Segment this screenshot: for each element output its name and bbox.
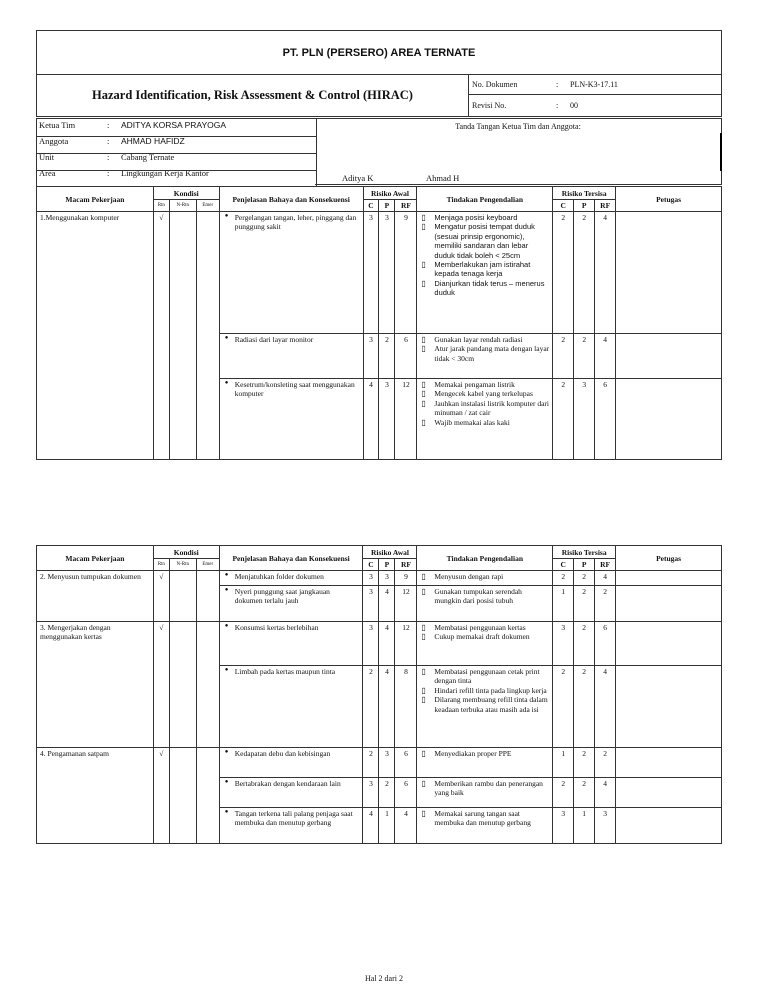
table-row [37,748,722,778]
col-c: C [363,559,379,571]
control-item: ▯ Menjaga posisi keyboard [434,213,549,222]
control-item: ▯ Mengatur posisi tempat duduk (sesuai prinsip ergonomic), memiliki sandaran dan lebar duduk tidak boleh < 25cm [434,222,549,260]
company-name: PT. PLN (PERSERO) AREA TERNATE [37,31,722,75]
col-residual-c: C [553,200,574,212]
control-item: ▯ Memakai pengaman listrik [434,380,549,389]
risk-rf: 12 [395,622,417,666]
risk-c: 3 [363,571,379,586]
page-number: Hal 2 dari 2 [365,974,403,983]
routine-check: √ [153,748,169,844]
residual-p: 3 [574,379,595,460]
residual-c: 2 [553,666,574,748]
col-rtn: Rtn [153,559,169,571]
residual-c: 2 [553,379,574,460]
risk-c: 2 [363,748,379,778]
residual-rf: 4 [595,666,616,748]
control-item: ▯ Gunakan tumpukan serendah mungkin dari posisi tubuh [434,587,549,606]
col-rf: RF [395,200,417,212]
control-item: ▯ Jauhkan instalasi listrik komputer dari minuman / zat cair [434,399,549,418]
member-label: Anggota [39,136,69,146]
control-item: ▯ Memakai sarung tangan saat membuka dan menutup gerbang [434,809,549,828]
residual-rf: 4 [595,571,616,586]
residual-p: 2 [574,212,595,334]
team-info-block [36,118,317,187]
residual-rf: 2 [595,748,616,778]
risk-c: 3 [363,334,379,379]
col-condition: Kondisi [153,187,219,200]
residual-rf: 6 [595,379,616,460]
col-nrtn: N-Rtn [169,559,196,571]
signature-title: Tanda Tangan Ketua Tim dan Anggota: [455,122,581,131]
control-item: ▯ Dilarang membuang refill tinta dalam keadaan terbuka atau masih ada isi [434,695,549,714]
control-item: ▯ Memberikan rambu dan penerangan yang baik [434,779,549,798]
residual-c: 2 [553,334,574,379]
control-item: ▯ Hindari refill tinta pada lingkup kerja [434,686,549,695]
revision-label: Revisi No. [469,95,554,117]
job-cell: 4. Pengamanan satpam [37,748,154,844]
hirac-table-1 [36,186,722,460]
residual-c: 2 [553,212,574,334]
residual-rf: 6 [595,622,616,666]
signer-1: Aditya K [342,173,374,183]
unit-value: Cabang Ternate [121,152,175,162]
col-control: Tindakan Pengendalian [417,546,553,571]
control-item: ▯ Membatasi penggunaan kertas [434,623,549,632]
col-residual-rf: RF [595,200,616,212]
col-residual-risk: Risiko Tersisa [553,187,616,200]
col-emer: Emer [196,200,219,212]
area-colon: : [107,168,110,178]
col-c: C [363,200,379,212]
risk-p: 1 [379,808,395,844]
risk-rf: 9 [395,571,417,586]
residual-c: 1 [553,586,574,622]
col-hazard: Penjelasan Bahaya dan Konsekuensi [219,187,363,212]
member-colon: : [107,136,110,146]
risk-rf: 12 [395,586,417,622]
control-item: ▯ Memberlakukan jam istirahat kepada tenaga kerja [434,260,549,279]
col-emer: Emer [196,559,219,571]
col-job: Macam Pekerjaan [37,187,154,212]
residual-c: 3 [553,808,574,844]
routine-check: √ [153,212,169,460]
residual-p: 2 [574,334,595,379]
control-item: ▯ Dianjurkan tidak terus – menerus duduk [434,279,549,298]
document-header [36,30,722,117]
doc-number-colon: : [553,75,567,95]
job-cell: 3. Mengerjakan dengan menggunakan kertas [37,622,154,748]
residual-p: 2 [574,666,595,748]
routine-check: √ [153,571,169,622]
col-p: P [379,559,395,571]
risk-rf: 6 [395,778,417,808]
col-condition: Kondisi [153,546,219,559]
unit-label: Unit [39,152,55,162]
hirac-table-2 [36,545,722,844]
unit-colon: : [107,152,110,162]
residual-c: 2 [553,778,574,808]
revision-colon: : [553,95,567,117]
residual-p: 2 [574,571,595,586]
control-item: ▯ Membatasi penggunaan cetak print dengan tinta [434,667,549,686]
control-item: ▯ Cukup memakai draft dokumen [434,632,549,641]
hazard-item: ● Limbah pada kertas maupun tinta [235,667,360,676]
team-leader-value: ADITYA KORSA PRAYOGA [121,120,227,130]
residual-p: 2 [574,586,595,622]
risk-c: 3 [363,212,379,334]
risk-c: 4 [363,379,379,460]
residual-rf: 4 [595,778,616,808]
hazard-item: ● Nyeri punggung saat jangkauan dokumen terlalu jauh [235,587,360,606]
col-job: Macam Pekerjaan [37,546,154,571]
signer-2: Ahmad H [426,173,460,183]
residual-c: 2 [553,571,574,586]
area-label: Area [39,168,56,178]
revision-value: 00 [567,95,722,117]
col-rf: RF [395,559,417,571]
job-cell: 1.Menggunakan komputer [37,212,154,460]
risk-p: 3 [379,748,395,778]
col-officer: Petugas [616,187,722,212]
hazard-item: ● Radiasi dari layar monitor [235,335,360,344]
doc-number-label: No. Dokumen [469,75,554,95]
col-residual-rf: RF [595,559,616,571]
control-item: ▯ Wajib memakai alas kaki [434,418,549,427]
hazard-item: ● Bertabrakan dengan kendaraan lain [235,779,360,788]
control-item: ▯ Gunakan layar rendah radiasi [434,335,549,344]
risk-rf: 4 [395,808,417,844]
control-item: ▯ Menyusun dengan rapi [434,572,549,581]
routine-check: √ [153,622,169,748]
risk-c: 4 [363,808,379,844]
table-row [37,212,722,334]
hazard-item: ● Pergelangan tangan, leher, pinggang dan punggung sakit [235,213,360,232]
risk-p: 2 [379,334,395,379]
hazard-item: ● Konsumsi kertas berlebihan [235,623,360,632]
residual-p: 2 [574,622,595,666]
risk-rf: 8 [395,666,417,748]
table-row [37,622,722,666]
risk-p: 3 [379,379,395,460]
team-leader-colon: : [107,120,110,130]
member-value: AHMAD HAFIDZ [121,136,185,146]
job-cell: 2. Menyusun tumpukan dokumen [37,571,154,622]
residual-c: 1 [553,748,574,778]
risk-rf: 6 [395,334,417,379]
col-residual-p: P [574,200,595,212]
hazard-item: ● Tangan terkena tali palang penjaga saat membuka dan menutup gerbang [235,809,360,828]
residual-p: 1 [574,808,595,844]
col-initial-risk: Risiko Awal [363,546,417,559]
doc-number-value: PLN-K3-17.11 [567,75,722,95]
risk-p: 4 [379,586,395,622]
col-residual-risk: Risiko Tersisa [553,546,616,559]
col-rtn: Rtn [153,200,169,212]
form-title: Hazard Identification, Risk Assessment & Control (HIRAC) [37,75,469,117]
risk-c: 2 [363,666,379,748]
hazard-item: ● Kesetrum/konsleting saat menggunakan komputer [235,380,360,399]
risk-p: 2 [379,778,395,808]
hazard-item: ● Menjatuhkan folder dokumen [235,572,360,581]
control-item: ▯ Mengecek kabel yang terkelupas [434,389,549,398]
col-hazard: Penjelasan Bahaya dan Konsekuensi [219,546,363,571]
risk-p: 3 [379,212,395,334]
col-initial-risk: Risiko Awal [363,187,417,200]
table-row [37,571,722,586]
col-residual-p: P [574,559,595,571]
residual-c: 3 [553,622,574,666]
risk-rf: 9 [395,212,417,334]
hazard-item: ● Kedapatan debu dan kebisingan [235,749,360,758]
risk-rf: 6 [395,748,417,778]
col-p: P [379,200,395,212]
residual-rf: 3 [595,808,616,844]
col-nrtn: N-Rtn [169,200,196,212]
residual-rf: 4 [595,212,616,334]
risk-p: 3 [379,571,395,586]
col-officer: Petugas [616,546,722,571]
residual-p: 2 [574,748,595,778]
risk-rf: 12 [395,379,417,460]
risk-c: 3 [363,586,379,622]
control-item: ▯ Menyediakan proper PPE [434,749,549,758]
residual-rf: 4 [595,334,616,379]
signature-box [315,118,722,185]
risk-p: 4 [379,622,395,666]
residual-rf: 2 [595,586,616,622]
risk-c: 3 [363,778,379,808]
team-leader-label: Ketua Tim [39,120,76,130]
col-residual-c: C [553,559,574,571]
col-control: Tindakan Pengendalian [417,187,553,212]
area-value: Lingkungan Kerja Kantor [121,168,209,178]
control-item: ▯ Atur jarak pandang mata dengan layar tidak < 30cm [434,344,549,363]
residual-p: 2 [574,778,595,808]
risk-p: 4 [379,666,395,748]
risk-c: 3 [363,622,379,666]
